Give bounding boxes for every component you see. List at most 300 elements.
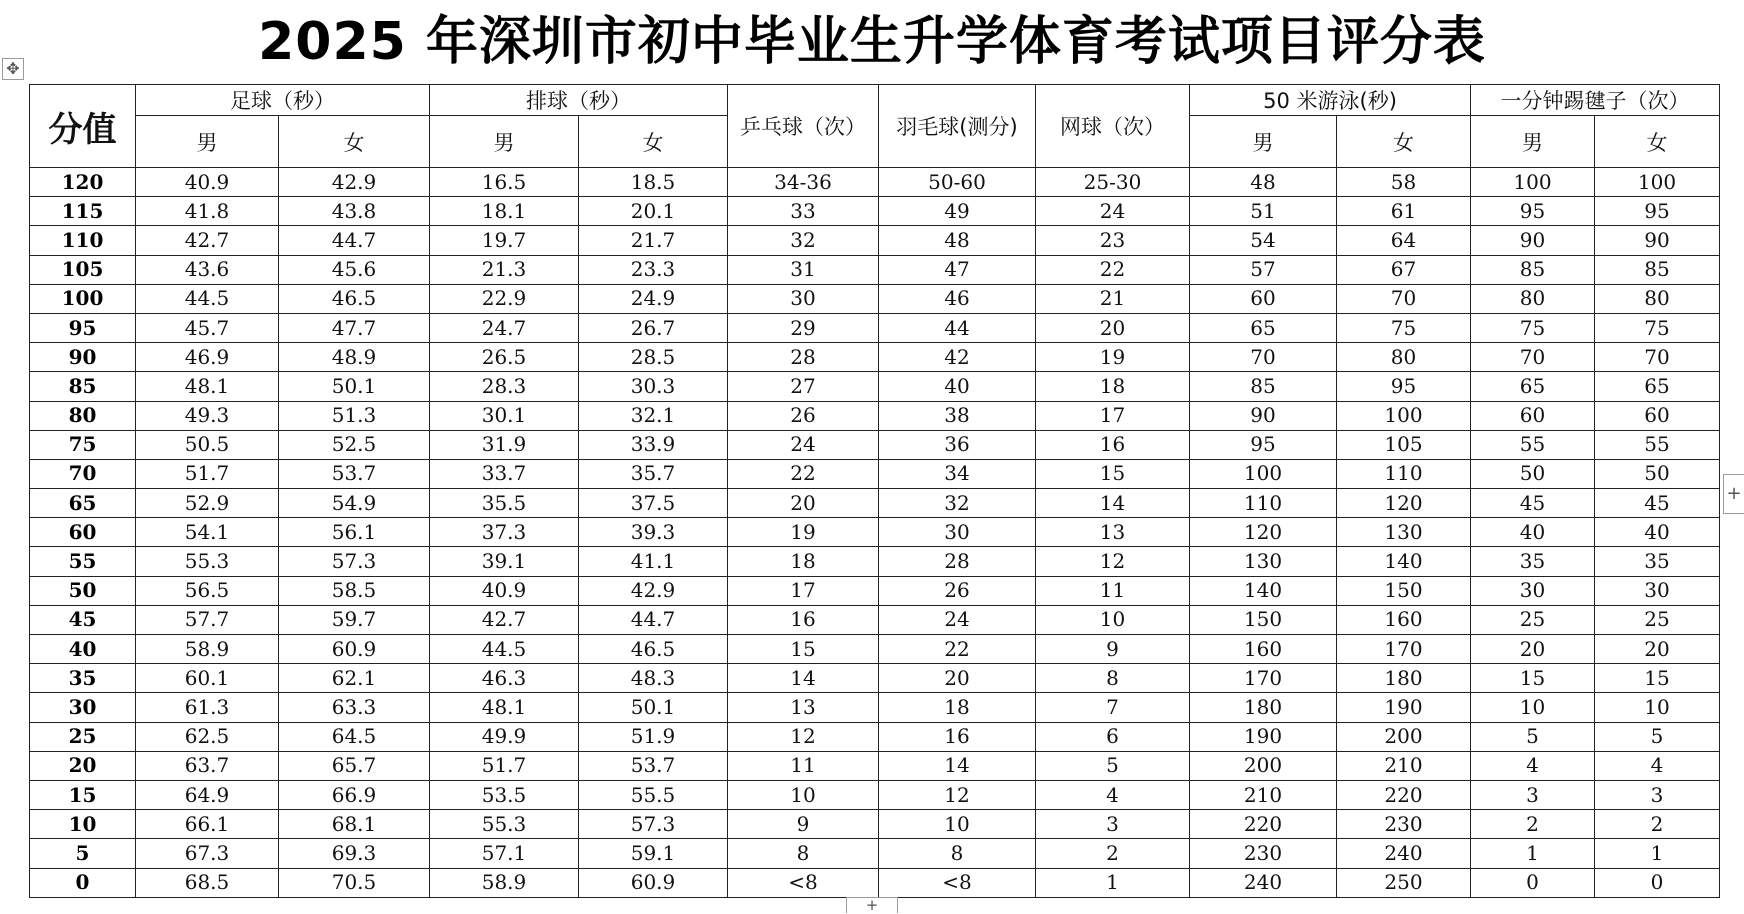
- table-cell: 8: [1036, 664, 1190, 693]
- table-row: [30, 430, 1720, 459]
- header-shuttlecock-male: 男: [1471, 116, 1595, 168]
- table-cell: 18: [1036, 372, 1190, 401]
- score-cell: 105: [30, 255, 136, 284]
- table-cell: 9: [1036, 635, 1190, 664]
- table-row: [30, 576, 1720, 605]
- table-cell: 28: [879, 547, 1036, 576]
- table-cell: 56.1: [279, 518, 430, 547]
- table-cell: 8: [879, 839, 1036, 868]
- table-cell: 70: [1190, 343, 1337, 372]
- table-cell: 95: [1471, 197, 1595, 226]
- table-cell: 58.9: [430, 868, 579, 897]
- table-cell: 170: [1190, 664, 1337, 693]
- table-cell: 47: [879, 255, 1036, 284]
- table-cell: 40: [1471, 518, 1595, 547]
- table-cell: 58: [1337, 168, 1471, 197]
- table-cell: 61: [1337, 197, 1471, 226]
- table-cell: 30: [728, 284, 879, 313]
- header-swim-female: 女: [1337, 116, 1471, 168]
- score-cell: 115: [30, 197, 136, 226]
- table-cell: 57.7: [136, 605, 279, 634]
- table-row: [30, 459, 1720, 488]
- table-cell: 80: [1595, 284, 1720, 313]
- table-cell: 60.9: [579, 868, 728, 897]
- table-cell: 49.3: [136, 401, 279, 430]
- table-cell: 37.3: [430, 518, 579, 547]
- table-cell: 46.3: [430, 664, 579, 693]
- table-cell: 10: [879, 810, 1036, 839]
- table-cell: 48.1: [430, 693, 579, 722]
- table-cell: 11: [1036, 576, 1190, 605]
- table-cell: 14: [1036, 489, 1190, 518]
- table-cell: 85: [1471, 255, 1595, 284]
- table-cell: 59.7: [279, 605, 430, 634]
- score-cell: 35: [30, 664, 136, 693]
- table-cell: 35: [1471, 547, 1595, 576]
- table-cell: 59.1: [579, 839, 728, 868]
- table-cell: 40: [1595, 518, 1720, 547]
- table-cell: 50: [1595, 459, 1720, 488]
- header-football-female: 女: [279, 116, 430, 168]
- table-cell: 130: [1190, 547, 1337, 576]
- table-cell: 52.9: [136, 489, 279, 518]
- score-cell: 120: [30, 168, 136, 197]
- header-tennis: 网球（次）: [1036, 85, 1190, 168]
- table-cell: 33.9: [579, 430, 728, 459]
- header-shuttlecock: 一分钟踢毽子（次）: [1471, 85, 1720, 116]
- table-cell: 100: [1595, 168, 1720, 197]
- table-cell: 64.9: [136, 780, 279, 809]
- table-cell: 49.9: [430, 722, 579, 751]
- table-cell: 7: [1036, 693, 1190, 722]
- table-cell: 58.9: [136, 635, 279, 664]
- table-cell: 16.5: [430, 168, 579, 197]
- table-cell: 28.3: [430, 372, 579, 401]
- table-cell: 45.7: [136, 313, 279, 342]
- table-cell: 54: [1190, 226, 1337, 255]
- table-cell: 24: [1036, 197, 1190, 226]
- table-cell: 50.1: [579, 693, 728, 722]
- table-cell: 69.3: [279, 839, 430, 868]
- table-cell: 12: [728, 722, 879, 751]
- table-cell: 26.5: [430, 343, 579, 372]
- table-cell: 42.9: [279, 168, 430, 197]
- table-cell: 48: [1190, 168, 1337, 197]
- table-row: [30, 401, 1720, 430]
- score-cell: 45: [30, 605, 136, 634]
- table-cell: 23.3: [579, 255, 728, 284]
- table-cell: 75: [1595, 313, 1720, 342]
- header-football-male: 男: [136, 116, 279, 168]
- table-cell: 160: [1190, 635, 1337, 664]
- table-cell: 95: [1190, 430, 1337, 459]
- table-cell: 4: [1036, 780, 1190, 809]
- table-cell: 85: [1595, 255, 1720, 284]
- table-cell: 33: [728, 197, 879, 226]
- table-cell: 105: [1337, 430, 1471, 459]
- table-cell: 51.3: [279, 401, 430, 430]
- table-row: [30, 547, 1720, 576]
- table-row: [30, 197, 1720, 226]
- table-cell: 24: [728, 430, 879, 459]
- table-cell: 70: [1471, 343, 1595, 372]
- table-cell: 37.5: [579, 489, 728, 518]
- table-cell: 250: [1337, 868, 1471, 897]
- score-cell: 30: [30, 693, 136, 722]
- table-row: [30, 751, 1720, 780]
- table-cell: 57.3: [579, 810, 728, 839]
- table-cell: 47.7: [279, 313, 430, 342]
- table-cell: 54.1: [136, 518, 279, 547]
- table-cell: 19.7: [430, 226, 579, 255]
- table-cell: 90: [1190, 401, 1337, 430]
- table-cell: 63.7: [136, 751, 279, 780]
- table-cell: 16: [728, 605, 879, 634]
- table-cell: 55.5: [579, 780, 728, 809]
- table-cell: 60.1: [136, 664, 279, 693]
- score-cell: 55: [30, 547, 136, 576]
- table-cell: 43.6: [136, 255, 279, 284]
- table-cell: 60.9: [279, 635, 430, 664]
- table-cell: 15: [1595, 664, 1720, 693]
- table-cell: 90: [1471, 226, 1595, 255]
- table-cell: 120: [1337, 489, 1471, 518]
- page-title: 2025 年深圳市初中毕业生升学体育考试项目评分表: [258, 12, 1486, 72]
- table-cell: 21: [1036, 284, 1190, 313]
- table-cell: 14: [879, 751, 1036, 780]
- header-score: 分值: [30, 85, 136, 168]
- table-cell: 32: [728, 226, 879, 255]
- table-cell: 24: [879, 605, 1036, 634]
- table-cell: 55: [1471, 430, 1595, 459]
- add-row-icon[interactable]: +: [846, 897, 898, 913]
- table-cell: 3: [1036, 810, 1190, 839]
- table-cell: 50.1: [279, 372, 430, 401]
- table-cell: 5: [1471, 722, 1595, 751]
- table-cell: 65.7: [279, 751, 430, 780]
- table-cell: 44.5: [136, 284, 279, 313]
- header-swim-male: 男: [1190, 116, 1337, 168]
- table-cell: 10: [1595, 693, 1720, 722]
- table-cell: 1: [1036, 868, 1190, 897]
- table-cell: 18.5: [579, 168, 728, 197]
- table-cell: 57.1: [430, 839, 579, 868]
- table-cell: 60: [1471, 401, 1595, 430]
- header-swim: 50 米游泳(秒): [1190, 85, 1471, 116]
- score-cell: 95: [30, 313, 136, 342]
- score-cell: 70: [30, 459, 136, 488]
- table-cell: 12: [879, 780, 1036, 809]
- table-cell: 1: [1471, 839, 1595, 868]
- table-cell: 48.1: [136, 372, 279, 401]
- table-cell: 67.3: [136, 839, 279, 868]
- table-cell: <8: [879, 868, 1036, 897]
- table-cell: 95: [1337, 372, 1471, 401]
- table-cell: 190: [1190, 722, 1337, 751]
- table-cell: 21.7: [579, 226, 728, 255]
- table-cell: 100: [1190, 459, 1337, 488]
- table-cell: 45: [1595, 489, 1720, 518]
- score-cell: 40: [30, 635, 136, 664]
- table-cell: 61.3: [136, 693, 279, 722]
- table-cell: 55.3: [136, 547, 279, 576]
- table-cell: 30.1: [430, 401, 579, 430]
- table-cell: 130: [1337, 518, 1471, 547]
- header-badminton: 羽毛球(测分): [879, 85, 1036, 168]
- table-cell: 2: [1036, 839, 1190, 868]
- table-cell: 6: [1036, 722, 1190, 751]
- table-cell: 42.7: [136, 226, 279, 255]
- header-table-tennis: 乒乓球（次）: [728, 85, 879, 168]
- table-cell: 44.5: [430, 635, 579, 664]
- table-cell: 41.1: [579, 547, 728, 576]
- table-cell: 20.1: [579, 197, 728, 226]
- table-row: [30, 372, 1720, 401]
- table-cell: 50-60: [879, 168, 1036, 197]
- table-cell: 39.1: [430, 547, 579, 576]
- table-cell: 180: [1337, 664, 1471, 693]
- table-cell: 22.9: [430, 284, 579, 313]
- table-cell: 31.9: [430, 430, 579, 459]
- table-cell: 53.7: [579, 751, 728, 780]
- table-cell: 200: [1337, 722, 1471, 751]
- table-row: [30, 255, 1720, 284]
- table-cell: 240: [1337, 839, 1471, 868]
- table-cell: 53.7: [279, 459, 430, 488]
- table-cell: 40: [879, 372, 1036, 401]
- table-cell: 0: [1595, 868, 1720, 897]
- table-cell: 44.7: [279, 226, 430, 255]
- table-cell: 23: [1036, 226, 1190, 255]
- table-cell: 34: [879, 459, 1036, 488]
- table-cell: 22: [879, 635, 1036, 664]
- score-cell: 5: [30, 839, 136, 868]
- table-cell: 20: [879, 664, 1036, 693]
- table-cell: 35: [1595, 547, 1720, 576]
- score-cell: 90: [30, 343, 136, 372]
- add-column-icon[interactable]: +: [1723, 474, 1744, 514]
- table-cell: 16: [1036, 430, 1190, 459]
- table-cell: 230: [1190, 839, 1337, 868]
- table-cell: 10: [1471, 693, 1595, 722]
- table-cell: 9: [728, 810, 879, 839]
- table-cell: 40.9: [430, 576, 579, 605]
- table-cell: 110: [1337, 459, 1471, 488]
- table-cell: 46: [879, 284, 1036, 313]
- table-cell: 56.5: [136, 576, 279, 605]
- table-cell: 220: [1337, 780, 1471, 809]
- table-cell: 150: [1337, 576, 1471, 605]
- table-cell: 15: [1471, 664, 1595, 693]
- table-cell: 51.7: [136, 459, 279, 488]
- table-cell: 48: [879, 226, 1036, 255]
- table-cell: 17: [728, 576, 879, 605]
- table-cell: 24.7: [430, 313, 579, 342]
- table-cell: 57: [1190, 255, 1337, 284]
- table-cell: 19: [1036, 343, 1190, 372]
- table-row: [30, 839, 1720, 868]
- table-cell: 220: [1190, 810, 1337, 839]
- score-cell: 0: [30, 868, 136, 897]
- table-cell: 58.5: [279, 576, 430, 605]
- table-cell: 150: [1190, 605, 1337, 634]
- table-cell: 26: [728, 401, 879, 430]
- table-row: [30, 518, 1720, 547]
- table-cell: 75: [1337, 313, 1471, 342]
- table-cell: 20: [728, 489, 879, 518]
- table-row: [30, 780, 1720, 809]
- table-row: [30, 693, 1720, 722]
- table-cell: 26.7: [579, 313, 728, 342]
- table-cell: 15: [1036, 459, 1190, 488]
- table-cell: 50.5: [136, 430, 279, 459]
- table-cell: 39.3: [579, 518, 728, 547]
- table-cell: 70: [1337, 284, 1471, 313]
- table-cell: 18.1: [430, 197, 579, 226]
- table-row: [30, 168, 1720, 197]
- table-cell: 3: [1595, 780, 1720, 809]
- table-row: [30, 722, 1720, 751]
- table-cell: 51.9: [579, 722, 728, 751]
- table-row: [30, 605, 1720, 634]
- table-cell: 11: [728, 751, 879, 780]
- table-cell: 62.1: [279, 664, 430, 693]
- table-cell: 42: [879, 343, 1036, 372]
- table-cell: 57.3: [279, 547, 430, 576]
- table-row: [30, 284, 1720, 313]
- table-cell: 1: [1595, 839, 1720, 868]
- table-cell: 80: [1471, 284, 1595, 313]
- table-cell: 62.5: [136, 722, 279, 751]
- table-cell: 42.9: [579, 576, 728, 605]
- table-cell: 75: [1471, 313, 1595, 342]
- table-row: [30, 226, 1720, 255]
- table-cell: 25: [1471, 605, 1595, 634]
- table-cell: 22: [728, 459, 879, 488]
- table-cell: 54.9: [279, 489, 430, 518]
- table-cell: 3: [1471, 780, 1595, 809]
- table-row: [30, 635, 1720, 664]
- table-cell: 35.5: [430, 489, 579, 518]
- table-row: [30, 664, 1720, 693]
- table-row: [30, 313, 1720, 342]
- table-row: [30, 343, 1720, 372]
- table-cell: 14: [728, 664, 879, 693]
- table-cell: 5: [1595, 722, 1720, 751]
- table-cell: 64.5: [279, 722, 430, 751]
- table-cell: 85: [1190, 372, 1337, 401]
- table-cell: 70: [1595, 343, 1720, 372]
- table-cell: 180: [1190, 693, 1337, 722]
- table-cell: 49: [879, 197, 1036, 226]
- table-move-handle-icon[interactable]: ✥: [2, 58, 24, 80]
- table-cell: 65: [1595, 372, 1720, 401]
- table-cell: 140: [1337, 547, 1471, 576]
- table-cell: 46.5: [579, 635, 728, 664]
- score-table-body: [30, 168, 1720, 898]
- table-cell: 24.9: [579, 284, 728, 313]
- table-row: [30, 489, 1720, 518]
- score-cell: 20: [30, 751, 136, 780]
- table-cell: 44.7: [579, 605, 728, 634]
- table-cell: 34-36: [728, 168, 879, 197]
- table-cell: 48.3: [579, 664, 728, 693]
- score-cell: 85: [30, 372, 136, 401]
- table-cell: 60: [1595, 401, 1720, 430]
- table-cell: 28: [728, 343, 879, 372]
- table-cell: 13: [728, 693, 879, 722]
- table-cell: 170: [1337, 635, 1471, 664]
- table-cell: 20: [1471, 635, 1595, 664]
- header-shuttlecock-female: 女: [1595, 116, 1720, 168]
- table-cell: 240: [1190, 868, 1337, 897]
- table-cell: 51: [1190, 197, 1337, 226]
- table-cell: 68.5: [136, 868, 279, 897]
- score-cell: 80: [30, 401, 136, 430]
- header-football: 足球（秒）: [136, 85, 430, 116]
- table-cell: 41.8: [136, 197, 279, 226]
- table-cell: 100: [1471, 168, 1595, 197]
- table-row: [30, 868, 1720, 897]
- table-cell: 48.9: [279, 343, 430, 372]
- table-cell: 17: [1036, 401, 1190, 430]
- table-cell: 18: [728, 547, 879, 576]
- table-cell: 29: [728, 313, 879, 342]
- table-cell: 40.9: [136, 168, 279, 197]
- score-cell: 75: [30, 430, 136, 459]
- score-cell: 25: [30, 722, 136, 751]
- table-cell: 21.3: [430, 255, 579, 284]
- header-volleyball-male: 男: [430, 116, 579, 168]
- table-cell: 42.7: [430, 605, 579, 634]
- table-cell: 12: [1036, 547, 1190, 576]
- table-cell: 230: [1337, 810, 1471, 839]
- table-cell: 65: [1471, 372, 1595, 401]
- table-cell: 20: [1595, 635, 1720, 664]
- table-cell: 100: [1337, 401, 1471, 430]
- table-cell: 33.7: [430, 459, 579, 488]
- table-cell: 16: [879, 722, 1036, 751]
- table-cell: 25: [1595, 605, 1720, 634]
- table-cell: 45: [1471, 489, 1595, 518]
- table-cell: 140: [1190, 576, 1337, 605]
- score-cell: 10: [30, 810, 136, 839]
- table-cell: 46.9: [136, 343, 279, 372]
- table-cell: 43.8: [279, 197, 430, 226]
- table-cell: 66.9: [279, 780, 430, 809]
- table-cell: 32.1: [579, 401, 728, 430]
- table-cell: 30.3: [579, 372, 728, 401]
- table-cell: 35.7: [579, 459, 728, 488]
- table-cell: 20: [1036, 313, 1190, 342]
- table-cell: 19: [728, 518, 879, 547]
- table-cell: 38: [879, 401, 1036, 430]
- table-cell: 55.3: [430, 810, 579, 839]
- table-cell: 28.5: [579, 343, 728, 372]
- table-cell: 200: [1190, 751, 1337, 780]
- table-cell: 26: [879, 576, 1036, 605]
- table-cell: 95: [1595, 197, 1720, 226]
- table-cell: 4: [1471, 751, 1595, 780]
- table-cell: 60: [1190, 284, 1337, 313]
- table-cell: 15: [728, 635, 879, 664]
- table-cell: 36: [879, 430, 1036, 459]
- score-cell: 50: [30, 576, 136, 605]
- table-cell: 160: [1337, 605, 1471, 634]
- table-cell: 5: [1036, 751, 1190, 780]
- table-cell: 0: [1471, 868, 1595, 897]
- score-cell: 100: [30, 284, 136, 313]
